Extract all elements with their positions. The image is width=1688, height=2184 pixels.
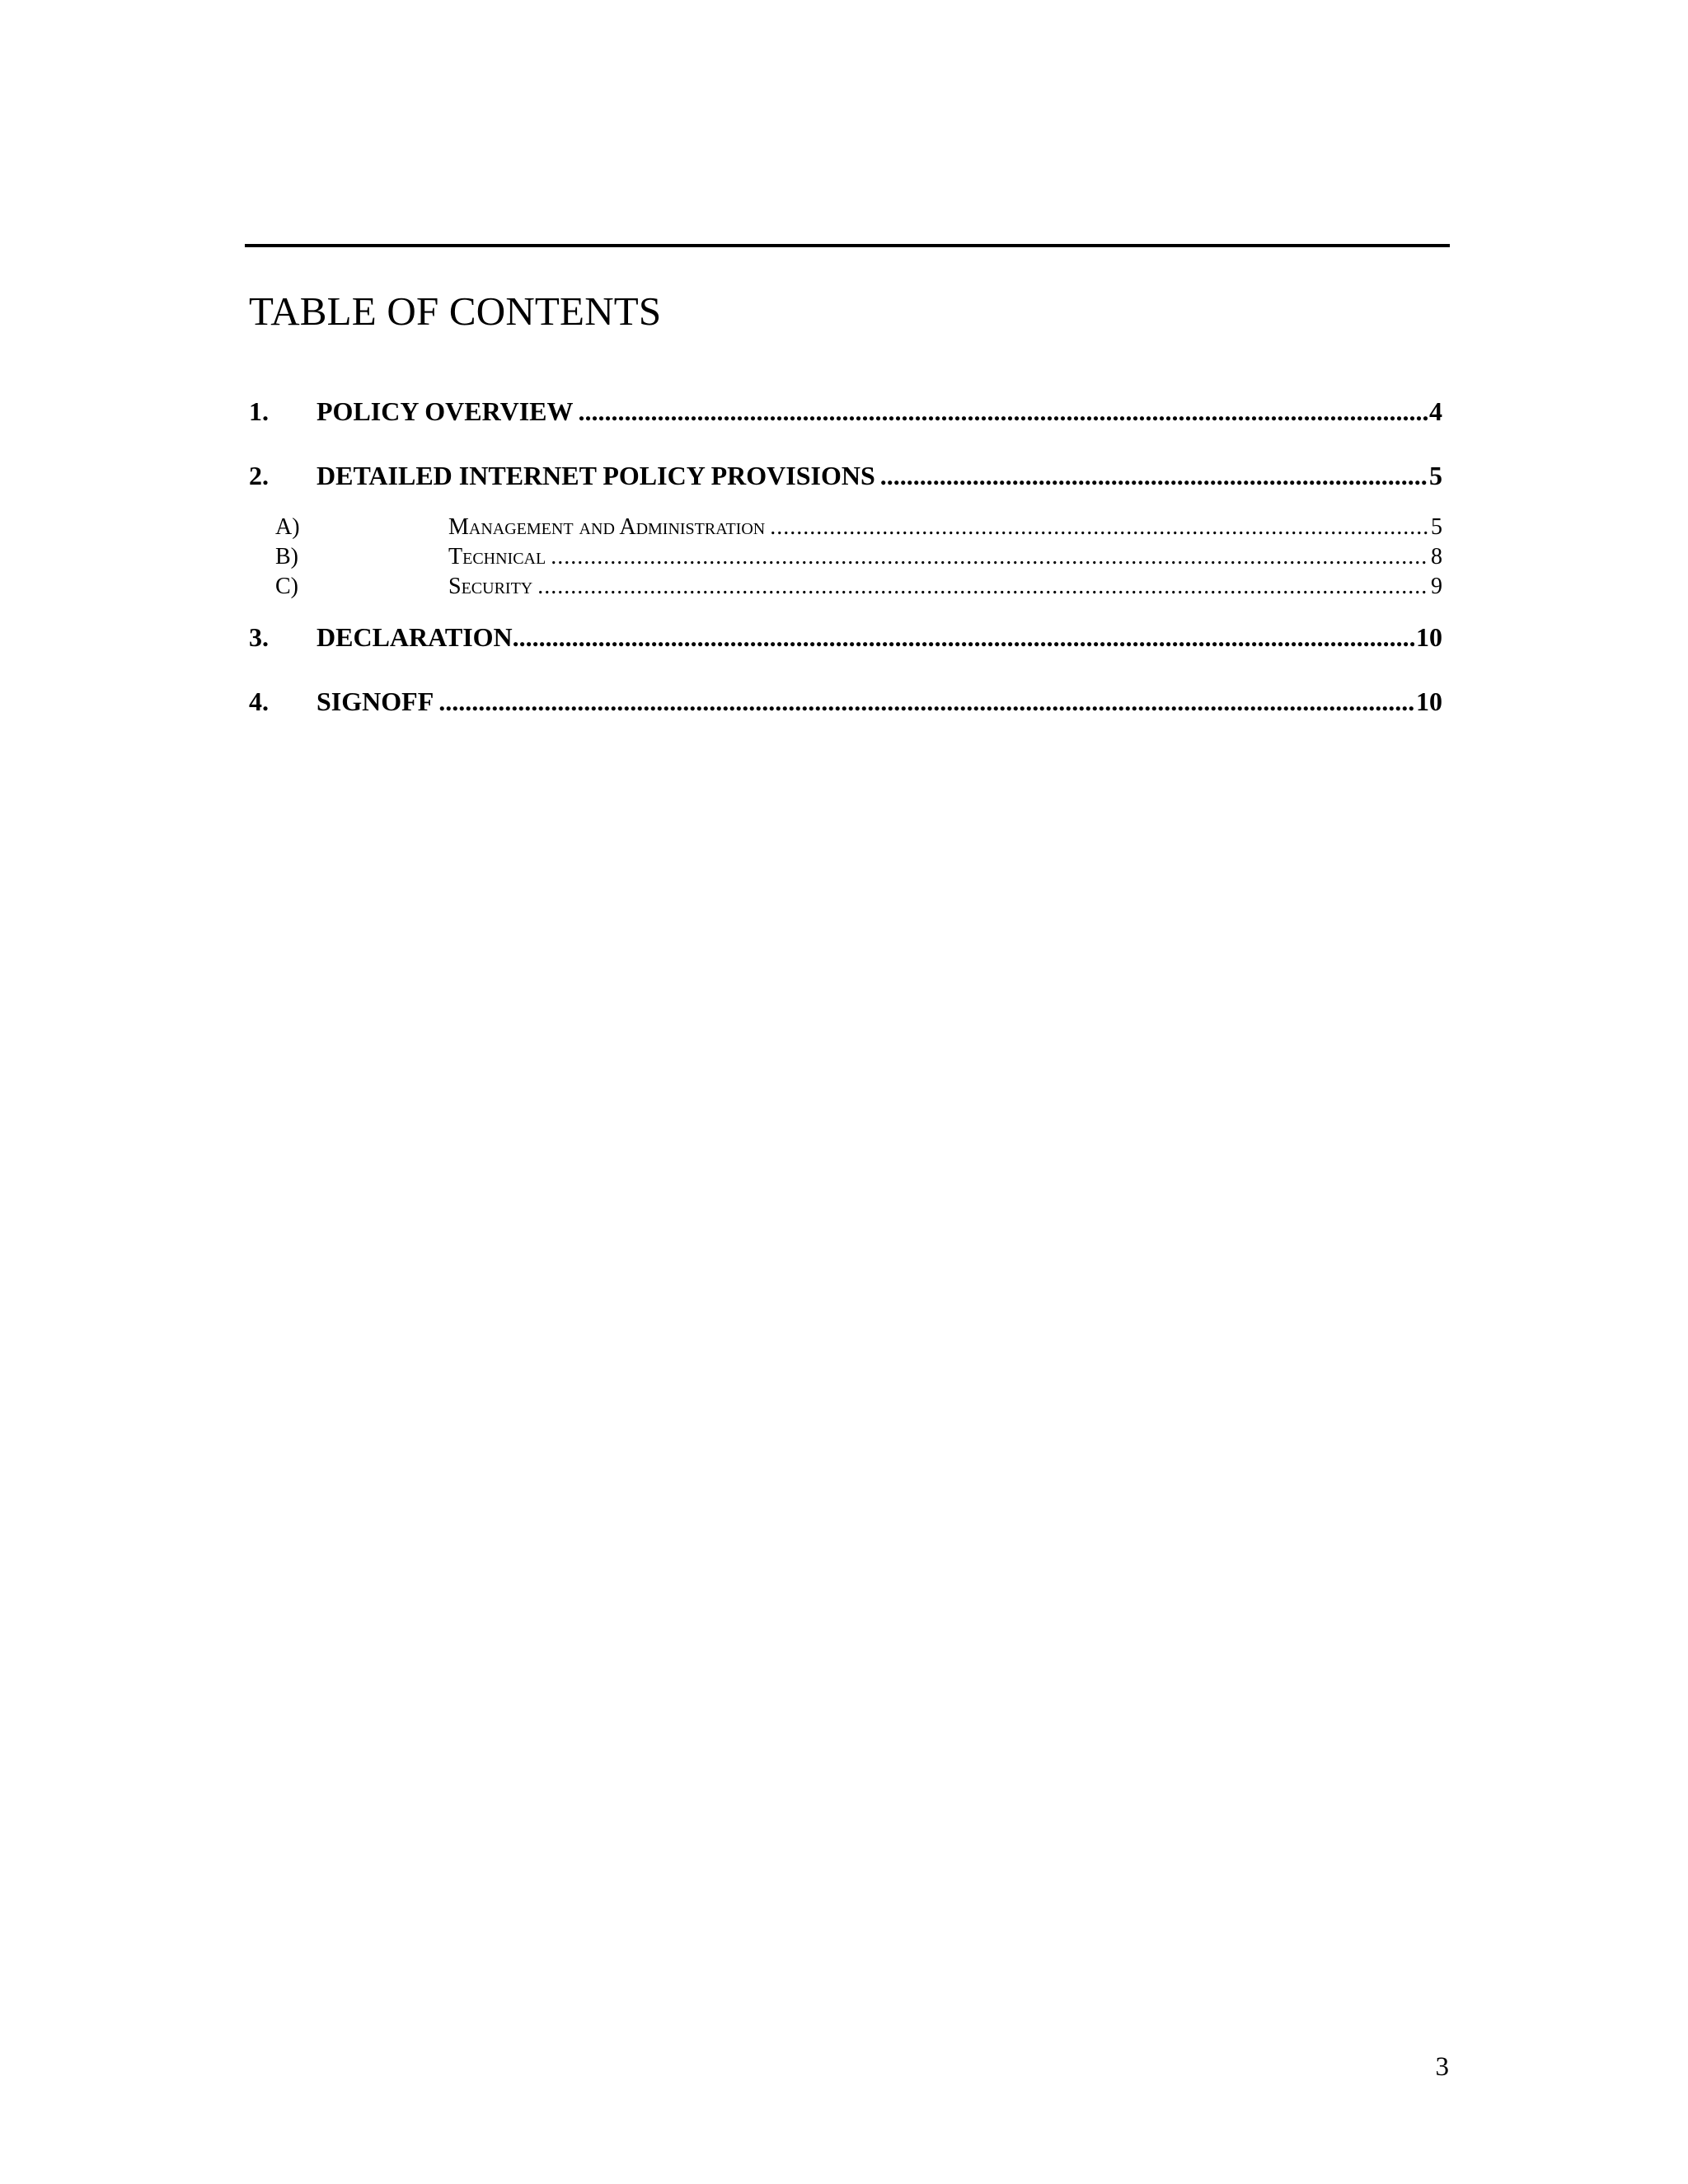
dot-leader [551,542,1429,572]
toc-subentry-page: 9 [1431,574,1442,599]
dot-leader [770,513,1429,542]
toc-subentry-letter: A) [275,514,300,540]
toc-entry-page: 10 [1416,687,1442,716]
toc-subentry-page: 8 [1431,544,1442,569]
toc-entry-label: DETAILED INTERNET POLICY PROVISIONS [316,461,875,490]
toc-entry-label: DECLARATION [316,622,513,652]
toc-entry-number: 2. [249,461,269,490]
toc-entry-detailed-internet-policy-provisions[interactable] [249,458,1442,493]
toc-subentry-page: 5 [1431,514,1442,540]
dot-leader [537,572,1429,602]
toc-entry-number: 1. [249,396,269,426]
dot-leader [513,620,1414,654]
dot-leader [880,458,1428,493]
toc-entry-label: SIGNOFF [316,687,434,716]
toc-entry-signoff[interactable] [249,684,1442,719]
toc-subentry-security[interactable] [249,572,1442,602]
toc-entry-declaration[interactable] [249,620,1442,654]
dot-leader [579,394,1428,429]
toc-entry-page: 5 [1429,461,1442,490]
top-horizontal-rule [245,244,1450,247]
dot-leader [438,684,1414,719]
toc-subentry-label: Technical [448,544,546,569]
toc-subentry-letter: C) [275,574,298,599]
toc-entry-number: 4. [249,687,269,716]
toc-entry-number: 3. [249,622,269,652]
toc-entry-label: POLICY OVERVIEW [316,396,574,426]
page-number: 3 [1435,2052,1449,2082]
toc-subentry-label: Management and Administration [448,514,766,540]
page-title: TABLE OF CONTENTS [249,288,662,334]
toc-entry-page: 10 [1416,622,1442,652]
toc-entry-page: 4 [1429,396,1442,426]
toc-subentry-management-and-administration[interactable] [249,513,1442,542]
toc-subentry-label: Security [448,574,533,599]
toc-subentry-technical[interactable] [249,542,1442,572]
toc-subentry-letter: B) [275,544,298,569]
toc-entry-policy-overview[interactable] [249,394,1442,429]
